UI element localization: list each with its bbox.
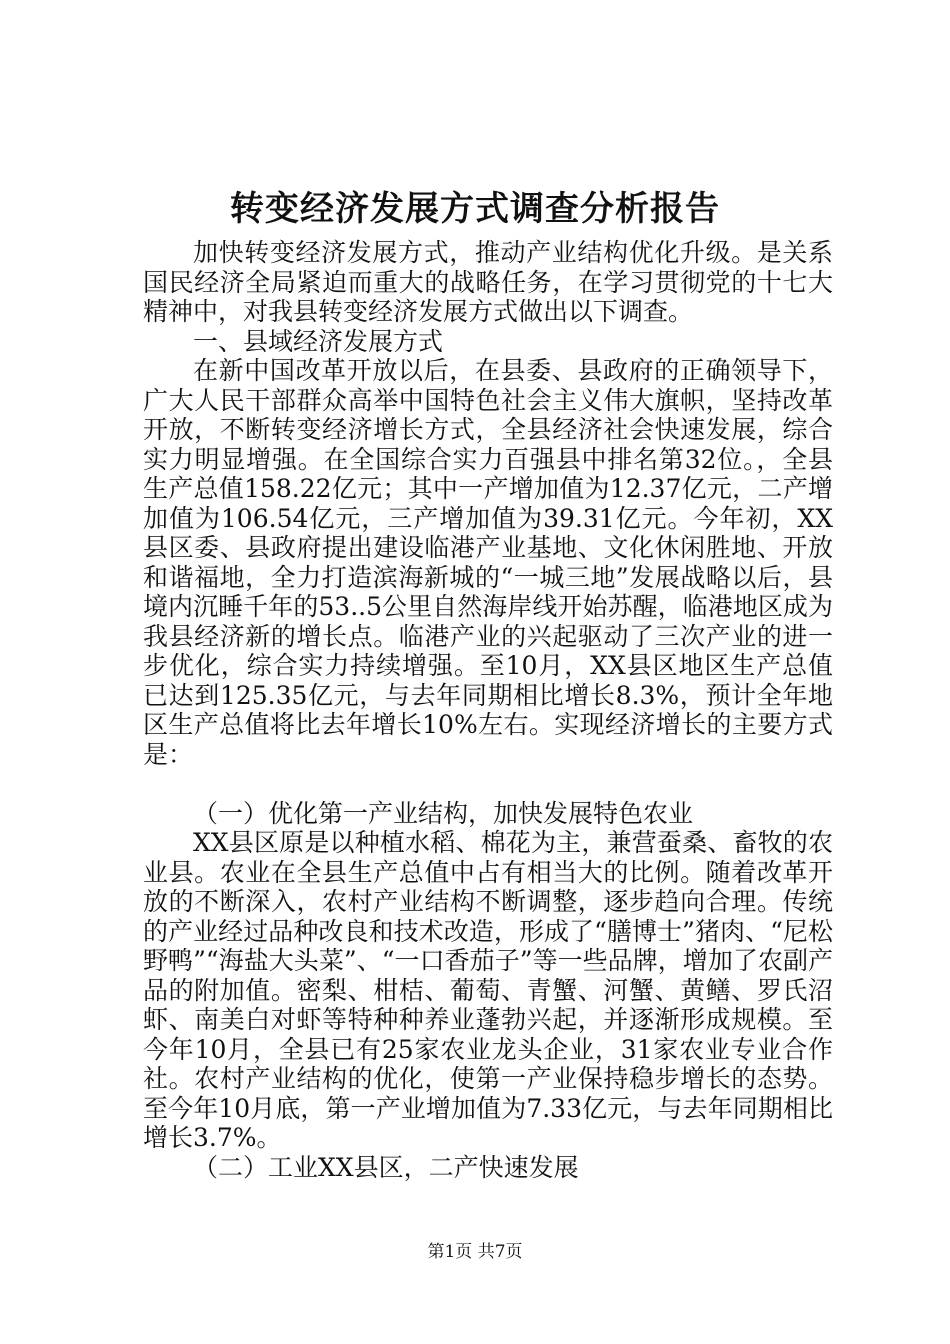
intro-paragraph: 加快转变经济发展方式，推动产业结构优化升级。是关系国民经济全局紧迫而重大的战略任务，在学习贯彻党的十七大精神中，对我县转变经济发展方式做出以下调查。 bbox=[143, 238, 833, 326]
subsection-1-paragraph: XX县区原是以种植水稻、棉花为主，兼营蚕桑、畜牧的农业县。农业在全县生产总值中占有相当大的比例。随着改革开放的不断深入，农村产业结构不断调整，逐步趋向合理。传统的产业经过品种改良和技术改造，形成了“膳博士”猪肉、“尼松野鸭”“海盐大头菜”、“一口香茄子”等一些品牌，增加了农副产品的附加值。密梨、柑桔、葡萄、青蟹、河蟹、黄鳝、罗氏沼虾、南美白对虾等特种种养业蓬勃兴起，并逐渐形成规模。至今年10月，全县已有25家农业龙头企业，31家农业专业合作社。农村产业结构的优化，使第一产业保持稳步增长的态势。至今年10月底，第一产业增加值为7.33亿元，与去年同期相比增长3.7%。 bbox=[143, 828, 833, 1152]
section-1-paragraph: 在新中国改革开放以后，在县委、县政府的正确领导下，广大人民干部群众高举中国特色社会主义伟大旗帜，坚持改革开放，不断转变经济增长方式，全县经济社会快速发展，综合实力明显增强。在全国综合实力百强县中排名第32位。，全县生产总值158.22亿元；其中一产增加值为12.37亿元，二产增加值为106.54亿元，三产增加值为39.31亿元。今年初，XX县区委、县政府提出建设临港产业基地、文化休闲胜地、开放和谐福地，全力打造滨海新城的“一城三地”发展战略以后，县境内沉睡千年的53..5公里自然海岸线开始苏醒，临港地区成为我县经济新的增长点。临港产业的兴起驱动了三次产业的进一步优化，综合实力持续增强。至10月，XX县区地区生产总值已达到125.35亿元，与去年同期相比增长8.3%，预计全年地区生产总值将比去年增长10%左右。实现经济增长的主要方式是： bbox=[143, 356, 833, 769]
subsection-heading-1: （一）优化第一产业结构，加快发展特色农业 bbox=[193, 798, 694, 828]
document-body bbox=[143, 238, 833, 1182]
subsection-heading-2: （二）工业XX县区，二产快速发展 bbox=[193, 1152, 579, 1182]
section-heading-1: 一、县域经济发展方式 bbox=[193, 326, 444, 356]
page-footer: 第1页 共7页 bbox=[427, 1242, 523, 1262]
document-title: 转变经济发展方式调查分析报告 bbox=[230, 189, 720, 229]
